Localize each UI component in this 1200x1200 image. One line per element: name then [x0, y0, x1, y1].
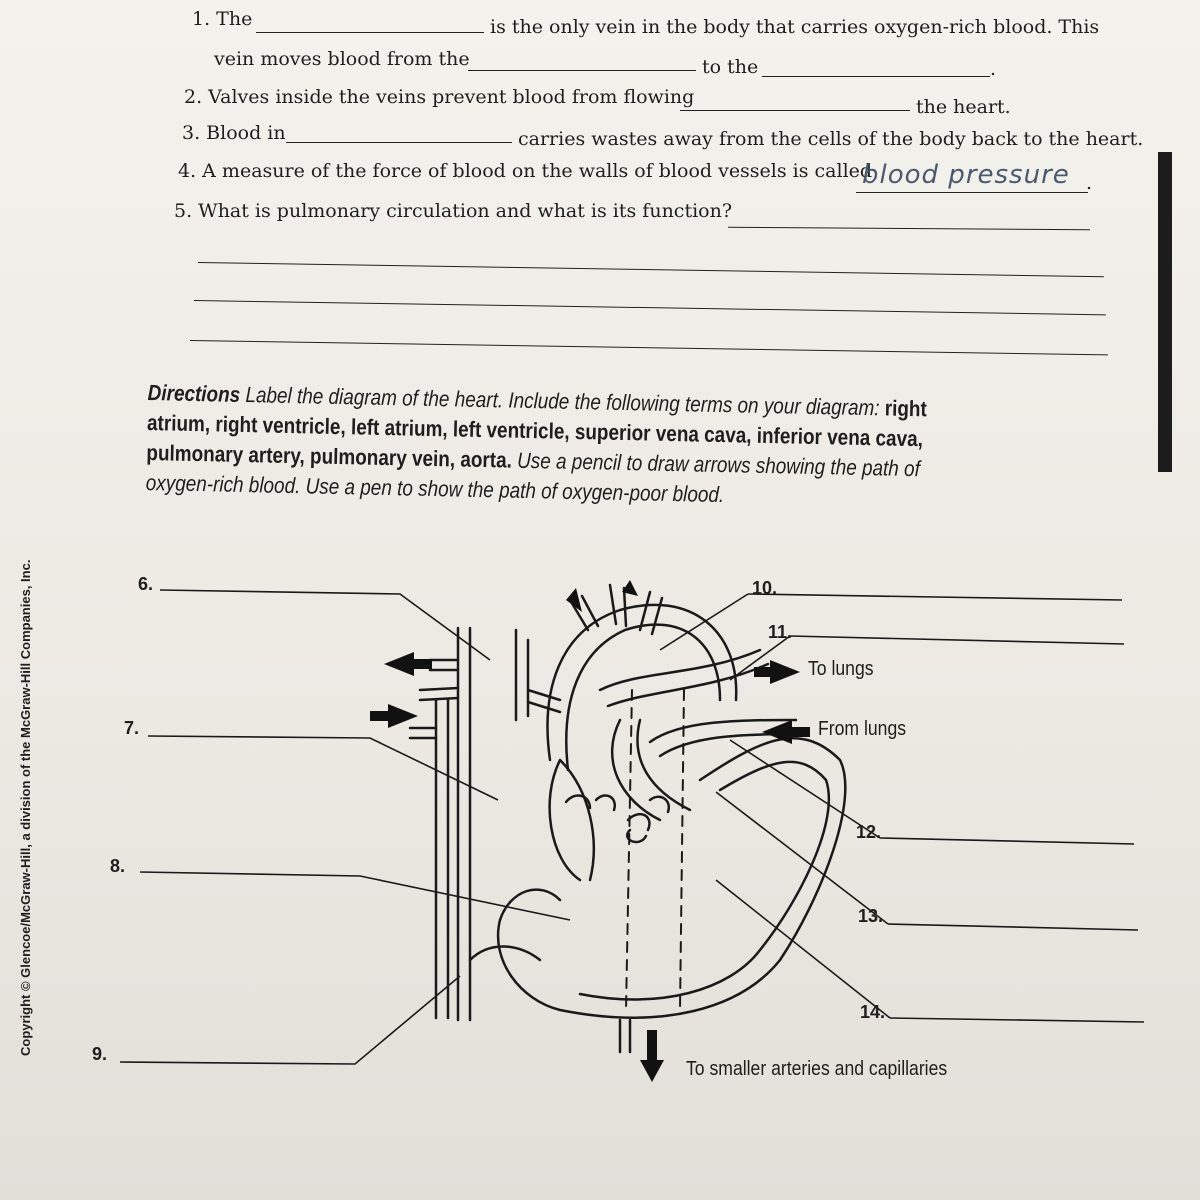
label-number-7: 7. — [124, 718, 140, 738]
question-4-text: 4. A measure of the force of blood on the walls of blood vessels is called — [178, 160, 873, 182]
question-1-start: 1. The — [192, 8, 253, 30]
question-1-period: . — [990, 58, 997, 80]
label-number-10: 10. — [752, 578, 778, 598]
question-4-handwritten-answer: blood pressure — [862, 160, 1070, 190]
question-1-text: is the only vein in the body that carries oxygen-rich blood. This — [490, 16, 1100, 38]
question-1-line2: vein moves blood from the — [214, 48, 470, 70]
label-to-lungs: To lungs — [808, 658, 874, 680]
directions-text-2: Use a pencil to draw arrows showing the path of oxygen-rich blood. Use a pen to show the path of oxygen-poor blood. — [145, 447, 921, 508]
question-3-start: 3. Blood in — [182, 122, 286, 144]
directions-text-1: Label the diagram of the heart. Include the following terms on your diagram: — [245, 382, 880, 421]
copyright-notice: Copyright © Glencoe/McGraw-Hill, a division of the McGraw-Hill Companies, Inc. — [18, 559, 33, 1056]
label-number-6: 6. — [138, 574, 154, 594]
label-number-11: 11. — [768, 622, 793, 642]
label-number-13: 13. — [858, 906, 884, 926]
question-3-text: carries wastes away from the cells of the body back to the heart. — [518, 128, 1144, 150]
question-5-text: 5. What is pulmonary circulation and what is its function? — [174, 200, 733, 222]
label-from-lungs: From lungs — [818, 718, 907, 740]
label-to-smaller-arteries: To smaller arteries and capillaries — [686, 1058, 948, 1080]
label-number-9: 9. — [92, 1044, 108, 1064]
question-4-period: . — [1086, 172, 1093, 194]
question-2-text: 2. Valves inside the veins prevent blood from flowing — [184, 86, 695, 108]
directions-heading: Directions — [147, 379, 241, 407]
label-number-8: 8. — [110, 856, 126, 876]
question-1-to: to the — [702, 56, 759, 78]
label-number-12: 12. — [856, 822, 882, 842]
question-2-end: the heart. — [916, 96, 1011, 118]
label-number-14: 14. — [860, 1002, 886, 1022]
directions-terms: right atrium, right ventricle, left atrium, left ventricle, superior vena cava, inferior vena cava, pulmonary artery, pulmonary vein, aorta. — [146, 395, 928, 473]
